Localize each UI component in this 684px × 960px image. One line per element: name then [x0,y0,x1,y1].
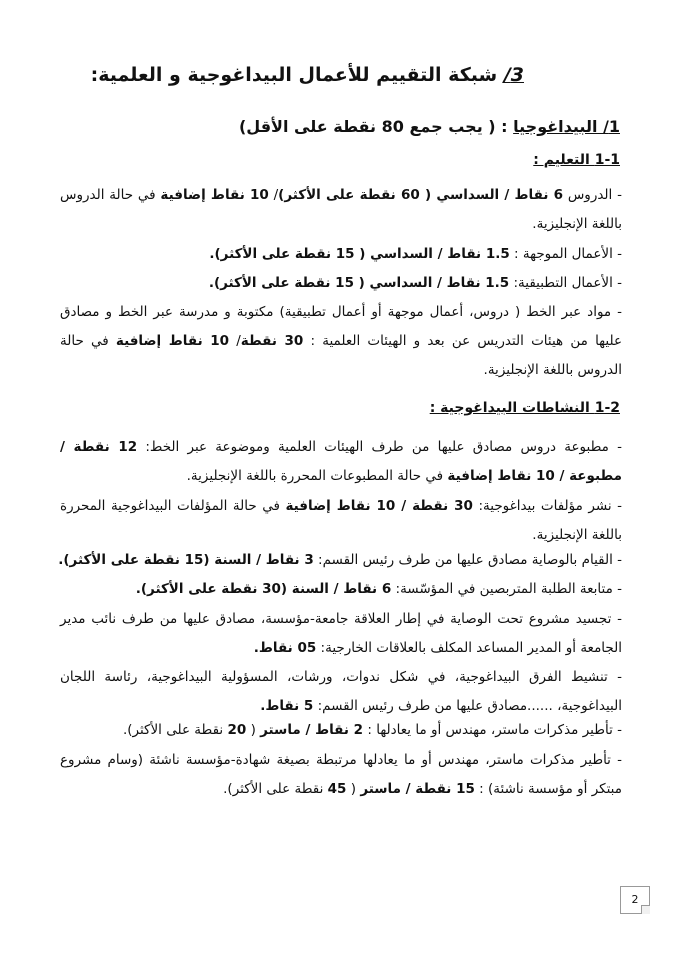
page-number: 2 [620,886,650,914]
main-title-text: شبكة التقييم للأعمال البيداغوجية و العلمية: [90,64,504,86]
activity-item-handouts [60,433,622,491]
text-bold: 30 نقطة [240,333,304,349]
text: - مطبوعة دروس مصادق عليها من طرف الهيئات العلمية وموضوعة عبر الخط: [137,439,622,455]
text-bold: 1.5 نقاط / السداسي ( 15 نقطة على الأكثر). [209,246,510,262]
text-bold: 10 نقاط إضافية [160,187,269,203]
activity-item-tutoring [58,546,622,575]
section-title-pedagogy [239,117,620,136]
text: - تجسيد مشروع تحت الوصاية في إطار العلاقة جامعة-مؤسسة، مصادق عليها من طرف نائب مدير الجامعة أو المدير المساعد المكلف بالعلاقات الخارجية: [60,611,622,656]
text: في حالة المؤلفات البيداغوجية المحررة باللغة الإنجليزية. [60,498,622,543]
teaching-item-tutorials [209,240,622,269]
text: - تأطير مذكرات ماستر، مهندس أو ما يعادلها مرتبطة بصيغة شهادة-مؤسسة ناشئة (وسام مشروع مبتكر أو مؤسسة ناشئة) : [60,752,622,797]
activity-item-books [60,492,622,550]
text-bold: 10 نقاط إضافية [115,333,230,349]
text-bold: 12 نقطة / مطبوعة / 10 نقاط إضافية [60,439,622,484]
text-bold: 20 [227,722,247,738]
text-bold: 1.5 نقاط / السداسي ( 15 نقطة على الأكثر). [208,275,510,291]
activity-item-teams [60,663,622,721]
teaching-item-lectures [60,181,622,239]
text: - نشر مؤلفات بيداغوجية: [472,498,623,514]
subsection-title-teaching: 1-1 التعليم : [533,152,620,168]
teaching-item-practicals [209,269,622,298]
text: / [229,333,241,349]
text: - الدروس [563,187,622,203]
subsection-title-activities: 1-2 النشاطات البيداغوجية : [429,400,620,416]
text: في حالة الدروس باللغة الإنجليزية. [60,187,622,232]
text: - القيام بالوصاية مصادق عليها من طرف رئيس القسم: [313,552,622,568]
text-bold: 30 نقطة / 10 نقاط إضافية [285,498,473,514]
main-title [91,64,524,86]
text: / [268,187,279,203]
activity-item-master-supervision [123,716,622,745]
activity-item-startup-supervision [60,746,622,804]
main-title-number: 3/ [503,64,524,86]
text-bold: 6 نقاط / السنة (30 نقطة على الأكثر). [135,581,392,597]
text-bold: 6 نقاط / السداسي ( 60 نقطة على الأكثر) [278,187,564,203]
text-bold: 2 نقاط / ماستر [260,722,364,738]
text: ( [346,781,361,797]
section-requirement: : ( يجب جمع 80 نقطة على الأقل) [238,117,514,136]
text: - تنشيط الفرق البيداغوجية، في شكل ندوات، ورشات، المسؤولية البيداغوجية، رئاسة اللجان البيداغوجية، ......مصادق عليها من طرف رئيس القسم: [60,669,622,714]
text-bold: 05 نقاط. [253,640,317,656]
text-bold: 45 [327,781,347,797]
section-label: البيداغوجيا [513,117,604,136]
section-number: 1/ [603,117,620,136]
text: نقطة على الأكثر). [223,781,328,797]
text: - متابعة الطلبة المتربصين في المؤسّسة: [391,581,622,597]
text: في حالة الدروس باللغة الإنجليزية. [60,333,622,378]
text: نقطة على الأكثر). [122,722,228,738]
text: - مواد عبر الخط ( دروس، أعمال موجهة أو أعمال تطبيقية) مكتوبة و مدرسة عبر الخط و مصادق عليها من هيئات التدريس عن بعد و الهيئات العلمية : [60,304,622,349]
teaching-item-online [60,298,622,385]
text-bold: 3 نقاط / السنة (15 نقطة على الأكثر). [58,552,314,568]
activity-item-project [60,605,622,663]
text: في حالة المطبوعات المحررة باللغة الإنجليزية. [186,468,448,484]
text: - الأعمال الموجهة : [509,246,622,262]
text-bold: 15 نقطة / ماستر [360,781,475,797]
activity-item-interns [136,575,622,604]
text: - الأعمال التطبيقية: [509,275,622,291]
text: - تأطير مذكرات ماستر، مهندس أو ما يعادلها : [363,722,622,738]
text-bold: 5 نقاط. [260,698,314,714]
text: ( [246,722,261,738]
